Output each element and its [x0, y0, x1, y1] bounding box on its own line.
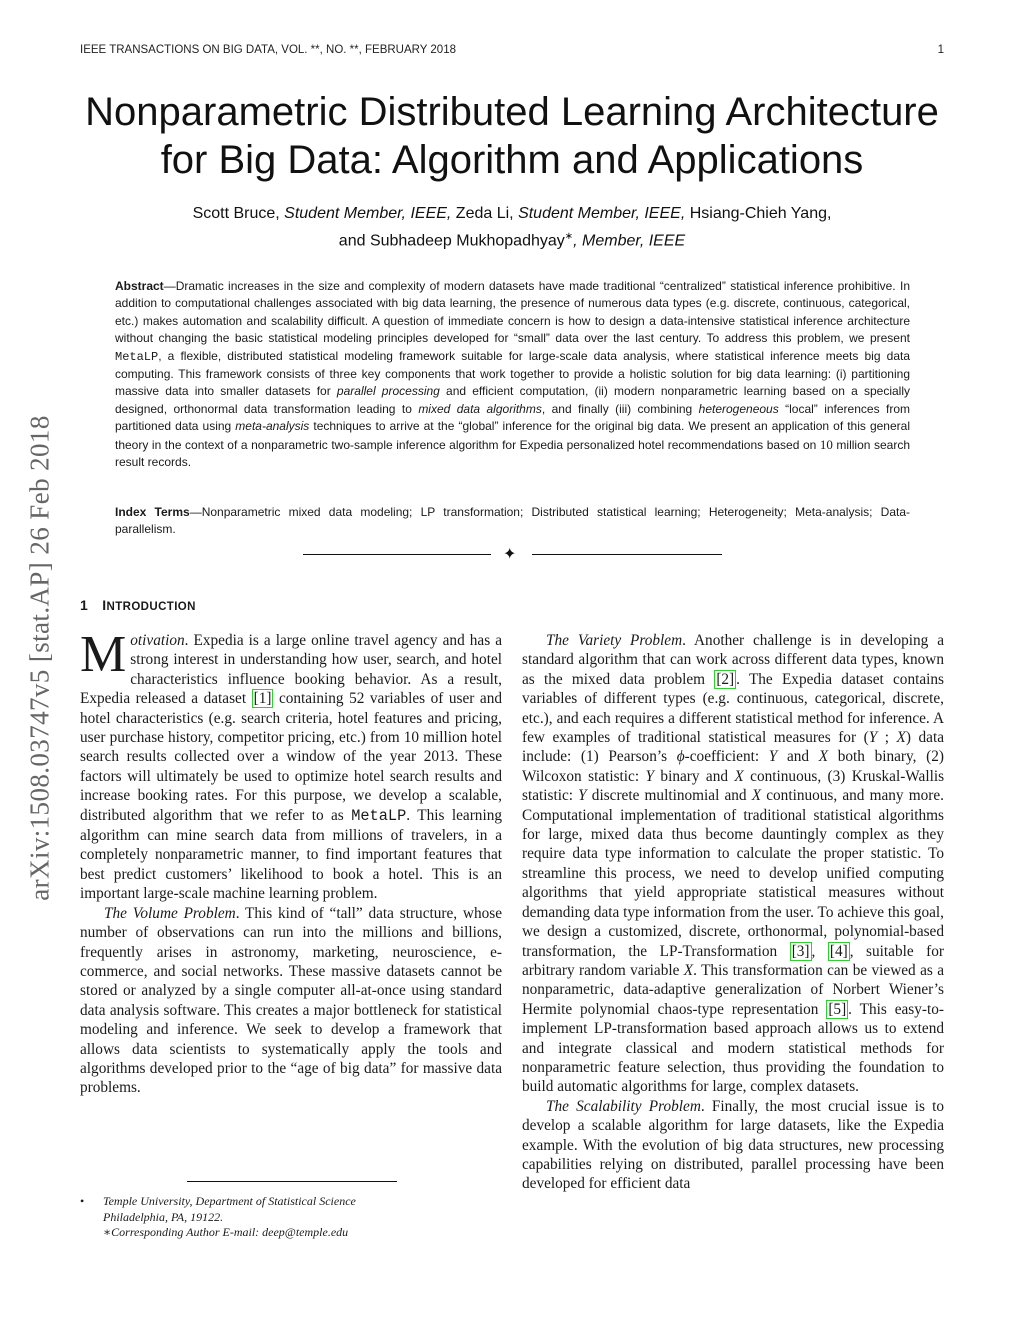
abstract-text: and efficient computation, (ii) modern nonparametric learning based on a specially designed, orthonormal data transformation leading to	[115, 384, 910, 416]
math-var: Y	[578, 787, 587, 805]
journal-name: IEEE TRANSACTIONS ON BIG DATA, VOL. **, NO. **, FEBRUARY 2018	[80, 44, 456, 56]
footnote-line-1: Temple University, Department of Statistical Science	[103, 1194, 356, 1208]
authors-line-2	[80, 225, 944, 252]
author-list	[80, 202, 944, 252]
body-text: both binary, (2) Wilcoxon statistic:	[522, 748, 944, 785]
abstract-emphasis: meta-analysis	[235, 419, 310, 434]
math-var: X	[683, 961, 694, 979]
body-text: . This transformation can be viewed as a nonparametric, data-adaptive generalization of Norbert Wiener’s Hermite polynomial chaos-type representation	[522, 961, 944, 1018]
title-line-1: Nonparametric Distributed Learning Architecture	[85, 90, 939, 134]
section-number: 1	[80, 597, 89, 613]
math-var: X	[734, 767, 744, 785]
author-2-name: Zeda Li,	[451, 205, 519, 222]
footnote-rule	[187, 1181, 397, 1182]
abstract-text: techniques to arrive at the “global” inference for the original big data. We present an application of this general theory in the context of a nonparametric two-sample inference algorithm for Expedia personalized hotel recommendations based on	[115, 419, 910, 452]
body-text: ,	[811, 942, 828, 960]
paragraph-lead: The Scalability Problem	[546, 1097, 701, 1115]
body-text: -coefficient:	[684, 748, 769, 766]
left-column	[80, 626, 503, 1098]
section-heading	[80, 597, 196, 613]
author-1-name: Scott Bruce,	[192, 205, 285, 222]
page-number: 1	[937, 44, 944, 56]
author-4-role: , Member, IEEE	[573, 232, 686, 250]
separator-ornament: ✦	[503, 544, 517, 563]
math-var: ϕ	[676, 748, 685, 766]
body-text: containing 52 variables of user and hotel characteristics (e.g. search criteria, hotel features and pricing, user purchase history, competitor pricing, etc.) from 10 million hotel search results collected over a window of the year 2013. These factors will ultimately be used to optimize hotel search results and increase booking rates. For this purpose, we develop a scalable, distributed algorithm that we refer to as	[80, 690, 502, 824]
abstract-emphasis: mixed data algorithms	[418, 401, 542, 416]
running-header	[80, 44, 944, 62]
abstract-number: 10	[819, 436, 833, 452]
paragraph-lead: The Volume Problem	[104, 904, 236, 922]
citation-link[interactable]: [2]	[716, 670, 735, 688]
affiliation-footnote	[80, 1194, 502, 1241]
body-text: . Expedia is a large online travel agency and has a strong interest in understanding how user, search, and hotel characteristics influence booking behavior. As a result, Expedia released a dataset	[80, 632, 502, 708]
right-column	[522, 631, 944, 1194]
body-text: discrete multinomial and	[586, 787, 752, 805]
math-var: Y	[768, 748, 778, 766]
abstract-text: million search result records.	[115, 437, 910, 470]
index-terms-text: —Nonparametric mixed data modeling; LP transformation; Distributed statistical learning; Heterogeneity; Meta-analysis; Data-parallelism.	[115, 505, 911, 537]
separator-line-right	[532, 554, 722, 555]
footnote-bullet: •	[80, 1194, 85, 1208]
citation-link[interactable]: [1]	[253, 690, 272, 708]
footnote-lines	[103, 1194, 502, 1241]
author-2-role: Student Member, IEEE,	[518, 205, 686, 222]
index-terms-label: Index Terms	[115, 505, 190, 519]
abstract-text: “local” inferences from partitioned data using	[115, 401, 910, 434]
section-title-rest: NTRODUCTION	[106, 601, 196, 613]
author-1-role: Student Member, IEEE,	[284, 205, 452, 222]
paragraph-motivation	[80, 626, 503, 904]
math-var: X	[896, 729, 906, 747]
drop-cap: M	[80, 626, 127, 683]
abstract	[115, 278, 910, 471]
body-text: and	[777, 748, 819, 766]
metalp-code: MetaLP	[115, 349, 159, 364]
footnote-line-3: ∗Corresponding Author E-mail: deep@temple.edu	[103, 1225, 349, 1239]
corresponding-mark: ∗	[564, 231, 574, 242]
math-var: Y	[645, 767, 655, 785]
body-text: ;	[877, 729, 897, 747]
footnote-line-2: Philadelphia, PA, 19122.	[103, 1209, 224, 1224]
abstract-text: , a flexible, distributed statistical modeling framework suitable for large-scale data analysis, where statistical inference meets big data computing. This framework consists of three key components that work together to provide a holistic solution for big data learning: (i) partitioning massive data into smaller datasets for	[115, 348, 910, 399]
title-line-2: for Big Data: Algorithm and Applications	[160, 138, 864, 182]
arxiv-stamp-text: arXiv:1508.03747v5 [stat.AP] 26 Feb 2018	[24, 415, 55, 901]
section-title-initial: I	[102, 597, 107, 613]
abstract-emphasis: heterogeneous	[698, 401, 779, 416]
citation-link[interactable]: [5]	[828, 1000, 847, 1018]
body-text: binary and	[654, 767, 735, 785]
math-var: Y	[868, 729, 878, 747]
index-terms	[115, 504, 910, 539]
body-text: , suitable for arbitrary random variable	[522, 942, 944, 979]
abstract-emphasis: parallel processing	[336, 384, 440, 399]
authors-line-1	[80, 202, 944, 225]
body-text: . This kind of “tall” data structure, whose number of observations can run into the millions and billions, frequently arises in astronomy, marketing, neuroscience, e-commerce, and social networks. These massive datasets cannot be stored or analyzed by a single computer all-at-once using standard data analysis software. This creates a major bottleneck for statistical modeling and inference. We seek to develop a framework that allows data scientists to systematically apply the tools and algorithms developed prior to the “age of big data” for massive data problems.	[80, 904, 502, 1097]
citation-link[interactable]: [4]	[829, 942, 848, 960]
body-text: . This easy-to-implement LP-transformation based approach allows us to extend and integrate classical and modern statistical methods for nonparametric feature selection, thus providing the foundation to build automatic algorithms for large, complex datasets.	[522, 1000, 944, 1096]
metalp-code: MetaLP	[351, 806, 407, 825]
paragraph-volume-problem	[80, 904, 502, 1098]
body-text: ) data include: (1) Pearson’s	[522, 729, 944, 766]
author-4-name: and Subhadeep Mukhopadhyay	[338, 232, 565, 250]
abstract-label: Abstract	[115, 279, 164, 293]
body-text: continuous, (3) Kruskal-Wallis statistic:	[522, 767, 945, 805]
paper-title	[60, 88, 964, 184]
author-3-name: Hsiang-Chieh Yang,	[685, 205, 832, 222]
body-text: . Another challenge is in developing a standard algorithm that can work across different data types, known as the mixed data problem	[522, 632, 944, 688]
paragraph-lead: The Variety Problem	[546, 632, 683, 649]
body-text: . This learning algorithm can mine search data from millions of travelers, in a completely nonparametric manner, to find important features that best predict customers’ likelihood to book a hotel. This is an important large-scale machine learning problem.	[80, 806, 503, 903]
math-var: X	[818, 748, 829, 766]
body-text: continuous, and many more. Computational implementation of traditional statistical algorithms for large, mixed data thus become dauntingly complex as they require data type information to calculate the proper statistic. To streamline this process, we need to develop unified computing algorithms that yield appropriate statistical measures without demanding data type information from the user. To achieve this goal, we design a customized, discrete, orthonormal, polynomial-based transformation, the LP-Transformation	[522, 787, 944, 960]
paragraph-scalability-problem	[522, 1097, 944, 1194]
abstract-text: , and finally (iii) combining	[541, 401, 699, 416]
body-text: . Finally, the most crucial issue is to develop a scalable algorithm for large datasets, like the Expedia example. With the evolution of big data structures, new processing capabilities relying on distributed, parallel processing have been developed for efficient data	[522, 1097, 944, 1193]
math-var: X	[751, 787, 762, 805]
abstract-text: —Dramatic increases in the size and complexity of modern datasets have made traditional “centralized” statistical inference prohibitive. In addition to computational challenges associated with big data learning, the presence of numerous data types (e.g. discrete, continuous, categorical, etc.) makes automation and scalability difficult. A question of immediate concern is how to design a data-intensive statistical inference architecture without changing the basic statistical modeling principles developed for “small” data over the last century. To address this problem, we present	[115, 279, 910, 346]
citation-link[interactable]: [3]	[791, 942, 810, 960]
paragraph-lead: otivation	[130, 632, 185, 649]
body-text: . The Expedia dataset contains variables of different types (e.g. continuous, categorical, discrete, etc.), and each requires a different statistical method for inference. A few examples of traditional statistical measures for (	[522, 670, 944, 747]
separator-line-left	[303, 554, 491, 555]
paragraph-variety-problem	[522, 631, 944, 1097]
